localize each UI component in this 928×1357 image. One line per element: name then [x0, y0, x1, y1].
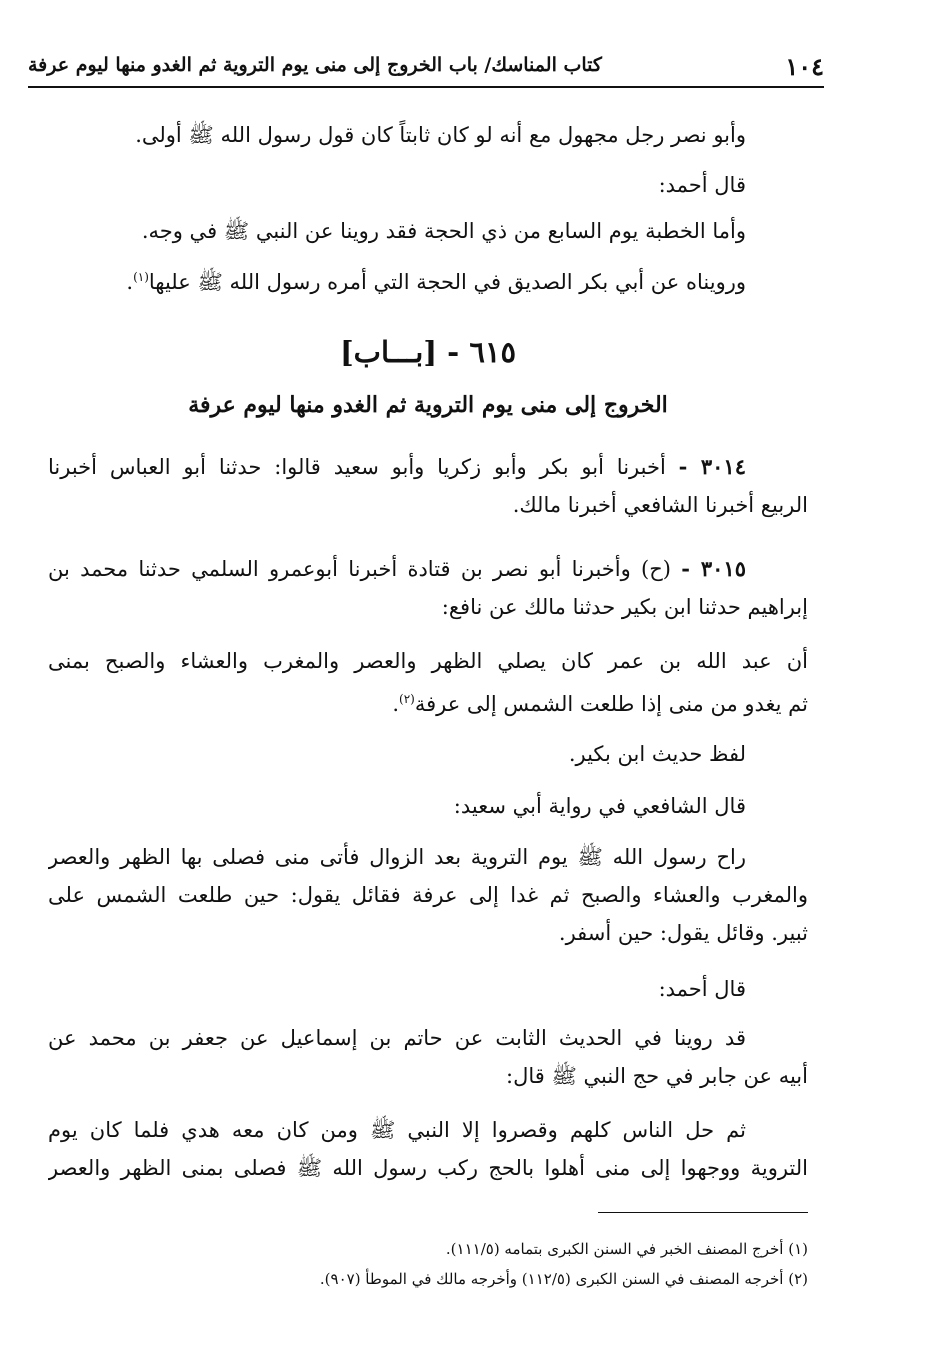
- page-number: ١٠٤: [785, 52, 824, 81]
- footnote-1: (١) أخرج المصنف الخبر في السنن الكبرى بتمامه (١١١/٥).: [445, 1240, 808, 1258]
- running-title: كتاب المناسك/ باب الخروج إلى منى يوم التروية ثم الغدو منها ليوم عرفة: [28, 54, 602, 76]
- matn-line-1: أن عبد الله بن عمر كان يصلي الظهر والعصر والمغرب والعشاء والصبح بمنى: [48, 649, 808, 673]
- hadith-3015-line-1: [48, 550, 808, 588]
- matn-line-2-end: .: [392, 692, 400, 716]
- jabir-line-2: أبيه عن جابر في حج النبي ﷺ قال:: [506, 1064, 808, 1088]
- page-header: [28, 46, 824, 88]
- hadith-3015-text-1: (ح) وأخبرنا أبو نصر بن قتادة أخبرنا أبوعمرو السلمي حدثنا محمد بن: [48, 557, 671, 581]
- matn-line-2-text: ثم يغدو من منى إذا طلعت الشمس إلى عرفة: [414, 692, 808, 716]
- lafz-line: لفظ حديث ابن بكير.: [568, 742, 746, 766]
- hadith-3014-line-1: [48, 448, 808, 486]
- intro-line-4-text: ورويناه عن أبي بكر الصديق في الحجة التي أمره رسول الله ﷺ عليها: [148, 270, 746, 294]
- hadith-3014-text-1: أخبرنا أبو بكر وأبو زكريا وأبو سعيد قالوا: حدثنا أبو العباس أخبرنا: [48, 455, 666, 479]
- thumma-line-1: ثم حل الناس كلهم وقصروا إلا النبي ﷺ ومن كان معه هدي فلما كان يوم: [48, 1118, 746, 1142]
- raha-line-1: راح رسول الله ﷺ يوم التروية بعد الزوال فأتى منى فصلى بها الظهر والعصر: [48, 845, 746, 869]
- intro-line-4-end: .: [126, 270, 134, 294]
- raha-line-2: والمغرب والعشاء والصبح ثم غدا إلى عرفة فقائل يقول: حين طلعت الشمس على: [48, 883, 808, 907]
- chapter-number: ٦١٥ - [بـــاب]: [339, 335, 517, 369]
- chapter-title: الخروج إلى منى يوم التروية ثم الغدو منها ليوم عرفة: [188, 392, 668, 418]
- hadith-number: ٣٠١٤ -: [678, 454, 746, 479]
- footnote-divider: [598, 1212, 808, 1213]
- hadith-3014: [48, 448, 808, 524]
- hadith-3014-line-2: الربيع أخبرنا الشافعي أخبرنا مالك.: [512, 493, 808, 517]
- hadith-3015: [48, 550, 808, 626]
- intro-paragraph: [48, 116, 808, 301]
- footnote-ref-1: (١): [133, 270, 149, 284]
- hadith-3015-line-2: إبراهيم حدثنا ابن بكير حدثنا مالك عن نافع:: [441, 595, 808, 619]
- jabir-line-1: قد روينا في الحديث الثابت عن حاتم بن إسماعيل عن جعفر بن محمد عن: [48, 1026, 746, 1050]
- footnote-ref-2: (٢): [399, 692, 415, 706]
- matn-line-2: [48, 680, 808, 723]
- intro-line-4: [48, 258, 808, 301]
- thumma-paragraph: [48, 1111, 808, 1187]
- footnote-2: (٢) أخرجه المصنف في السنن الكبرى (١١٢/٥) وأخرجه مالك في الموطأ (٩٠٧).: [319, 1270, 808, 1288]
- qala-ahmad-heading: قال أحمد:: [658, 173, 746, 197]
- matn-paragraph: [48, 642, 808, 723]
- raha-line-3: ثبير. وقائل يقول: حين أسفر.: [558, 921, 808, 945]
- thumma-line-2: التروية ووجهوا إلى منى أهلوا بالحج ركب رسول الله ﷺ فصلى بمنى الظهر والعصر: [48, 1156, 808, 1180]
- shafii-riwaya-line: قال الشافعي في رواية أبي سعيد:: [453, 794, 746, 818]
- intro-line-1: وأبو نصر رجل مجهول مع أنه لو كان ثابتاً كان قول رسول الله ﷺ أولى.: [135, 123, 746, 147]
- raha-paragraph: [48, 838, 808, 952]
- jabir-paragraph: [48, 1019, 808, 1095]
- qala-ahmad-heading-2: قال أحمد:: [658, 977, 746, 1001]
- intro-line-3: وأما الخطبة يوم السابع من ذي الحجة فقد روينا عن النبي ﷺ في وجه.: [141, 219, 746, 243]
- hadith-number: ٣٠١٥ -: [681, 556, 746, 581]
